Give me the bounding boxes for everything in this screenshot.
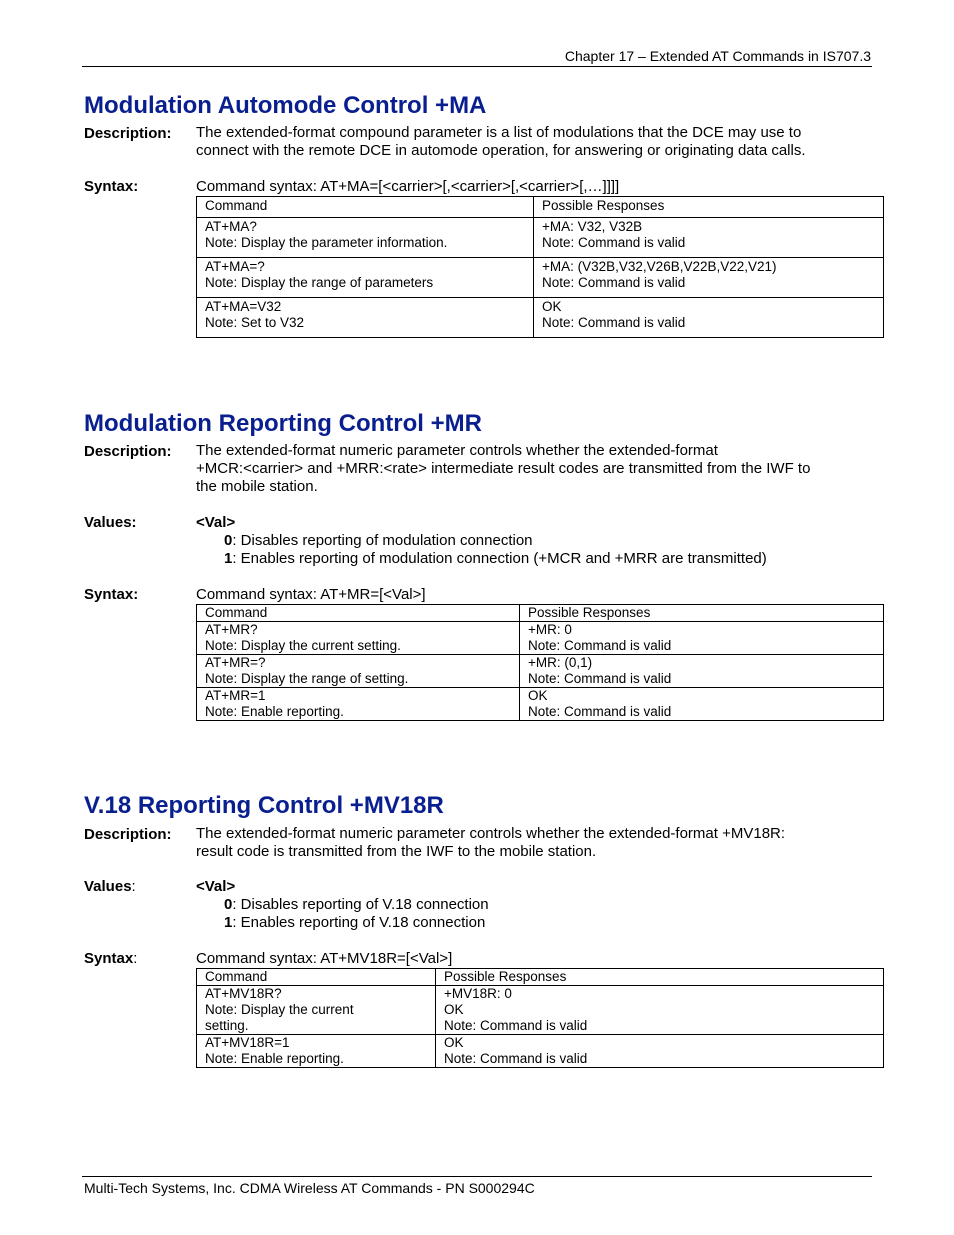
table-row [197, 298, 884, 338]
table-cell: AT+MR? Note: Display the current setting. [197, 622, 520, 655]
syntax-label: Syntax: [84, 586, 139, 603]
syntax-label: Syntax: [84, 178, 139, 195]
table-cell: AT+MV18R? Note: Display the current setting. [197, 986, 436, 1035]
table-header-cell: Possible Responses [436, 969, 884, 986]
table-cell: AT+MR=? Note: Display the range of setting. [197, 655, 520, 688]
table-header-row [197, 969, 884, 986]
description-line: The extended-format numeric parameter controls whether the extended-format [196, 442, 718, 459]
values-list [196, 878, 489, 932]
value-item: 0: Disables reporting of modulation connection [224, 532, 533, 549]
table-cell: AT+MV18R=1 Note: Enable reporting. [197, 1035, 436, 1068]
table-cell: AT+MA=? Note: Display the range of parameters [197, 258, 534, 298]
values-label: Values: [84, 514, 137, 531]
table-header-cell: Command [197, 969, 436, 986]
value-item: 1: Enables reporting of modulation connection (+MCR and +MRR are transmitted) [224, 550, 767, 567]
values-param: <Val> [196, 878, 236, 895]
table-header-cell: Command [197, 605, 520, 622]
section-title-ma: Modulation Automode Control +MA [84, 92, 487, 119]
table-cell: OK Note: Command is valid [520, 688, 884, 721]
value-item: 0: Disables reporting of V.18 connection [224, 896, 489, 913]
syntax-text: Command syntax: AT+MR=[<Val>] [196, 586, 426, 603]
table-cell: OK Note: Command is valid [436, 1035, 884, 1068]
table-cell: +MR: (0,1) Note: Command is valid [520, 655, 884, 688]
description-label: Description: [84, 125, 172, 142]
table-row [197, 986, 884, 1035]
description-line: +MCR:<carrier> and +MRR:<rate> intermediate result codes are transmitted from the IWF to [196, 460, 811, 477]
command-table-mv18r [196, 968, 884, 1068]
description-line: the mobile station. [196, 478, 318, 495]
command-table-mr [196, 604, 884, 721]
description-text [196, 825, 785, 861]
table-row [197, 1035, 884, 1068]
table-header-cell: Command [197, 197, 534, 218]
values-param: <Val> [196, 514, 236, 531]
table-cell: AT+MR=1 Note: Enable reporting. [197, 688, 520, 721]
syntax-text: Command syntax: AT+MA=[<carrier>[,<carrier>[,<carrier>[,…]]]] [196, 178, 620, 195]
table-row [197, 622, 884, 655]
table-row [197, 218, 884, 258]
section-title-mv18r: V.18 Reporting Control +MV18R [84, 792, 444, 819]
page-header: Chapter 17 – Extended AT Commands in IS707.3 [564, 48, 871, 64]
header-rule [82, 66, 872, 67]
value-item: 1: Enables reporting of V.18 connection [224, 914, 486, 931]
description-line: result code is transmitted from the IWF to the mobile station. [196, 843, 597, 860]
syntax-label: Syntax: [84, 950, 138, 967]
table-cell: +MA: (V32B,V32,V26B,V22B,V22,V21) Note: Command is valid [534, 258, 884, 298]
description-line: The extended-format numeric parameter controls whether the extended-format +MV18R: [196, 825, 786, 842]
table-row [197, 258, 884, 298]
description-line: The extended-format compound parameter is a list of modulations that the DCE may use to [196, 124, 802, 141]
page-footer: Multi-Tech Systems, Inc. CDMA Wireless AT Commands - PN S000294C [84, 1180, 535, 1196]
description-label: Description: [84, 826, 172, 843]
table-cell: OK Note: Command is valid [534, 298, 884, 338]
description-text [196, 442, 810, 496]
values-label: Values: [84, 878, 136, 895]
table-row [197, 688, 884, 721]
values-list [196, 514, 767, 568]
description-label: Description: [84, 443, 172, 460]
section-title-mr: Modulation Reporting Control +MR [84, 410, 482, 437]
description-line: connect with the remote DCE in automode operation, for answering or originating data calls. [196, 142, 806, 159]
description-text [196, 124, 806, 160]
footer-rule [82, 1176, 872, 1177]
table-cell: AT+MA? Note: Display the parameter information. [197, 218, 534, 258]
table-row [197, 655, 884, 688]
table-header-cell: Possible Responses [520, 605, 884, 622]
syntax-text: Command syntax: AT+MV18R=[<Val>] [196, 950, 453, 967]
table-cell: AT+MA=V32 Note: Set to V32 [197, 298, 534, 338]
table-header-row [197, 197, 884, 218]
table-cell: +MV18R: 0 OK Note: Command is valid [436, 986, 884, 1035]
command-table-ma [196, 196, 884, 338]
table-cell: +MA: V32, V32B Note: Command is valid [534, 218, 884, 258]
table-cell: +MR: 0 Note: Command is valid [520, 622, 884, 655]
table-header-row [197, 605, 884, 622]
table-header-cell: Possible Responses [534, 197, 884, 218]
